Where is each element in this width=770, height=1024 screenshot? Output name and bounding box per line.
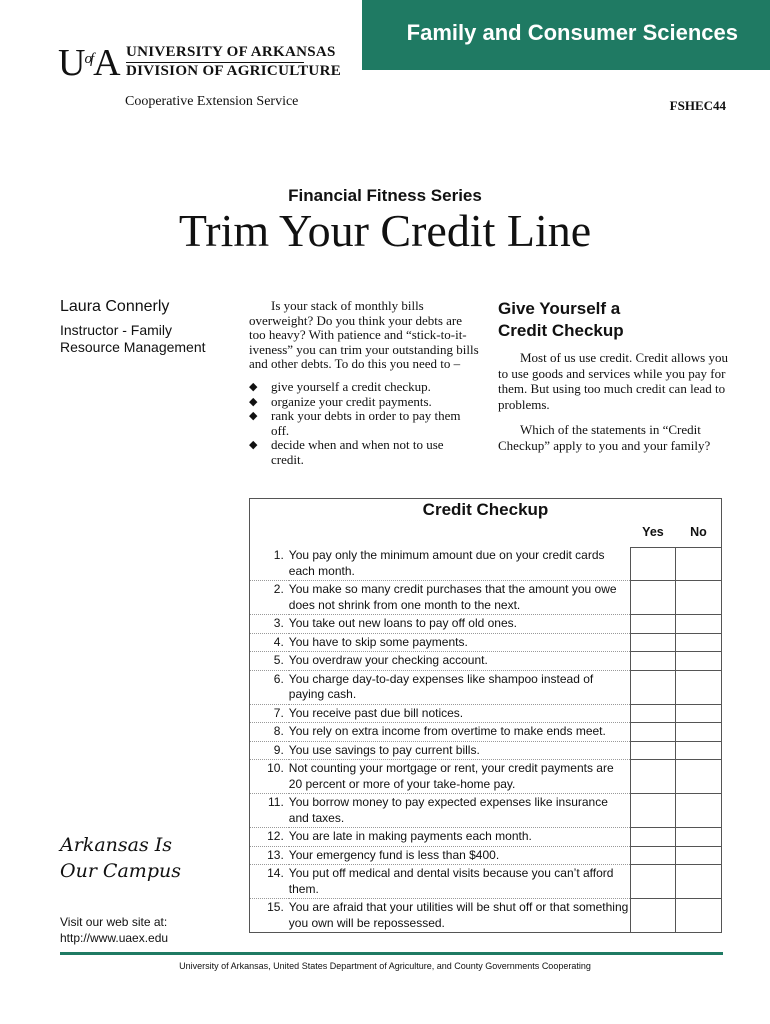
yes-checkbox[interactable] — [630, 581, 676, 615]
intro-bullet-list — [249, 380, 479, 468]
no-checkbox[interactable] — [676, 760, 722, 794]
yes-checkbox[interactable] — [630, 723, 676, 742]
checkup-item-text: You overdraw your checking account. — [289, 652, 630, 671]
no-checkbox[interactable] — [676, 652, 722, 671]
checkup-item-number: 15. — [250, 899, 289, 933]
checkup-item-number: 11. — [250, 794, 289, 828]
checkup-item-text: You rely on extra income from overtime to make ends meet. — [289, 723, 630, 742]
author-role-line2: Resource Management — [60, 339, 206, 355]
intro-bullet — [249, 395, 479, 410]
checkup-item-text: You take out new loans to pay off old ones. — [289, 615, 630, 634]
document-id: FSHEC44 — [669, 98, 726, 113]
no-checkbox[interactable] — [676, 581, 722, 615]
website-label: Visit our web site at: — [60, 915, 168, 929]
section-paragraph-2: Which of the statements in “Credit Checkup” apply to you and your family? — [498, 422, 711, 453]
logo-university-name: UNIVERSITY OF ARKANSAS — [126, 44, 336, 60]
section-heading — [498, 298, 738, 342]
checkup-item-number: 3. — [250, 615, 289, 634]
no-checkbox[interactable] — [676, 670, 722, 704]
no-checkbox[interactable] — [676, 547, 722, 581]
credit-checkup-table — [249, 498, 722, 933]
checkup-row — [250, 899, 722, 933]
intro-bullet-text: decide when and when not to use credit. — [271, 437, 444, 467]
website-url[interactable]: http://www.uaex.edu — [60, 931, 169, 945]
yes-checkbox[interactable] — [630, 760, 676, 794]
no-checkbox[interactable] — [676, 723, 722, 742]
no-checkbox[interactable] — [676, 828, 722, 847]
checkup-item-text: You are late in making payments each month. — [289, 828, 630, 847]
checkup-row — [250, 828, 722, 847]
yes-checkbox[interactable] — [630, 899, 676, 933]
intro-bullet — [249, 409, 479, 438]
checkup-item-number: 8. — [250, 723, 289, 742]
table-header-spacer — [250, 522, 289, 548]
checkup-item-number: 14. — [250, 865, 289, 899]
checkup-row — [250, 760, 722, 794]
checkup-item-text: You borrow money to pay expected expenses like insurance and taxes. — [289, 794, 630, 828]
checkup-item-number: 7. — [250, 704, 289, 723]
page-title: Trim Your Credit Line — [178, 205, 592, 256]
diamond-bullet-icon: ◆ — [249, 410, 258, 423]
checkup-item-number: 12. — [250, 828, 289, 847]
checkup-row — [250, 794, 722, 828]
logo-monogram-a: A — [93, 42, 119, 84]
section-paragraph-1: Most of us use credit. Credit allows you to use goods and services while you pay for them. But using too much credit can lead to problems. — [498, 350, 728, 412]
intro-bullet — [249, 380, 479, 395]
yes-checkbox[interactable] — [630, 670, 676, 704]
yes-checkbox[interactable] — [630, 865, 676, 899]
checkup-item-number: 2. — [250, 581, 289, 615]
yes-checkbox[interactable] — [630, 704, 676, 723]
checkup-row — [250, 670, 722, 704]
checkup-item-text: You pay only the minimum amount due on your credit cards each month. — [289, 547, 630, 581]
logo-service-name: Cooperative Extension Service — [125, 94, 299, 109]
diamond-bullet-icon: ◆ — [249, 380, 258, 393]
yes-checkbox[interactable] — [630, 652, 676, 671]
checkup-item-text: You use savings to pay current bills. — [289, 741, 630, 760]
checkup-item-text: You make so many credit purchases that the amount you owe does not shrink from one month to the next. — [289, 581, 630, 615]
table-header-spacer — [289, 522, 630, 548]
checkup-row — [250, 615, 722, 634]
checkup-item-number: 6. — [250, 670, 289, 704]
campus-slogan-line1: Arkansas Is — [60, 834, 173, 856]
yes-checkbox[interactable] — [630, 547, 676, 581]
checkup-item-number: 1. — [250, 547, 289, 581]
diamond-bullet-icon: ◆ — [249, 395, 258, 408]
no-checkbox[interactable] — [676, 615, 722, 634]
section-heading-line2: Credit Checkup — [498, 321, 624, 340]
intro-column — [249, 299, 479, 468]
checkup-row — [250, 547, 722, 581]
checkup-item-number: 10. — [250, 760, 289, 794]
yes-checkbox[interactable] — [630, 828, 676, 847]
intro-paragraph: Is your stack of monthly bills overweight? Do you think your debts are too heavy? With patience and “stick-to-it-iveness” you can trim your outstanding bills and other debts. To do this you need to – — [249, 298, 479, 372]
footer-divider — [60, 952, 723, 955]
series-title: Financial Fitness Series — [288, 186, 482, 205]
section-heading-line1: Give Yourself a — [498, 299, 621, 318]
intro-bullet-text: give yourself a credit checkup. — [271, 378, 431, 394]
checkup-row — [250, 704, 722, 723]
intro-bullet — [249, 438, 479, 467]
checkup-row — [250, 652, 722, 671]
author-block — [60, 298, 240, 356]
no-checkbox[interactable] — [676, 899, 722, 933]
website-note — [60, 914, 168, 946]
campus-slogan — [60, 832, 181, 884]
checkup-item-text: You receive past due bill notices. — [289, 704, 630, 723]
intro-bullet-text: rank your debts in order to pay them off. — [271, 408, 461, 438]
no-checkbox[interactable] — [676, 865, 722, 899]
checkup-row — [250, 741, 722, 760]
checkup-row — [250, 865, 722, 899]
campus-slogan-line2: Our Campus — [60, 860, 181, 882]
logo-monogram-u: U — [58, 42, 84, 84]
logo-monogram-of: of — [84, 51, 93, 67]
no-checkbox[interactable] — [676, 846, 722, 865]
checkup-item-text: Not counting your mortgage or rent, your credit payments are 20 percent or more of your take-home pay. — [289, 760, 630, 794]
no-checkbox[interactable] — [676, 633, 722, 652]
university-logo — [58, 42, 342, 112]
yes-checkbox[interactable] — [630, 615, 676, 634]
checkup-item-number: 5. — [250, 652, 289, 671]
no-checkbox[interactable] — [676, 704, 722, 723]
yes-checkbox[interactable] — [630, 794, 676, 828]
checkup-row — [250, 581, 722, 615]
author-name: Laura Connerly — [60, 298, 170, 315]
checkup-row — [250, 846, 722, 865]
diamond-bullet-icon: ◆ — [249, 439, 258, 452]
author-role-line1: Instructor - Family — [60, 322, 173, 338]
table-title: Credit Checkup — [250, 499, 722, 522]
checkup-row — [250, 633, 722, 652]
banner-title: Family and Consumer Sciences — [406, 20, 738, 45]
no-checkbox[interactable] — [676, 741, 722, 760]
checkup-item-text: You have to skip some payments. — [289, 633, 630, 652]
section-body — [498, 350, 730, 463]
checkup-item-text: Your emergency fund is less than $400. — [289, 846, 630, 865]
yes-checkbox[interactable] — [630, 633, 676, 652]
checkup-item-text: You put off medical and dental visits because you can’t afford them. — [289, 865, 630, 899]
no-checkbox[interactable] — [676, 794, 722, 828]
column-header-yes: Yes — [642, 524, 664, 539]
column-header-no: No — [676, 522, 722, 548]
checkup-item-text: You charge day-to-day expenses like shampoo instead of paying cash. — [289, 670, 630, 704]
yes-checkbox[interactable] — [630, 846, 676, 865]
yes-checkbox[interactable] — [630, 741, 676, 760]
checkup-row — [250, 723, 722, 742]
table-body — [250, 547, 722, 933]
checkup-item-number: 13. — [250, 846, 289, 865]
checkup-item-number: 9. — [250, 741, 289, 760]
logo-division-name: DIVISION OF AGRICULTURE — [126, 63, 342, 79]
checkup-item-number: 4. — [250, 633, 289, 652]
checkup-item-text: You are afraid that your utilities will be shut off or that something you own will be repossessed. — [289, 899, 630, 933]
intro-bullet-text: organize your credit payments. — [271, 393, 432, 409]
header-banner — [362, 0, 770, 70]
logo-monogram — [58, 44, 119, 90]
footer-text: University of Arkansas, United States Department of Agriculture, and County Governments Cooperating — [179, 961, 591, 971]
